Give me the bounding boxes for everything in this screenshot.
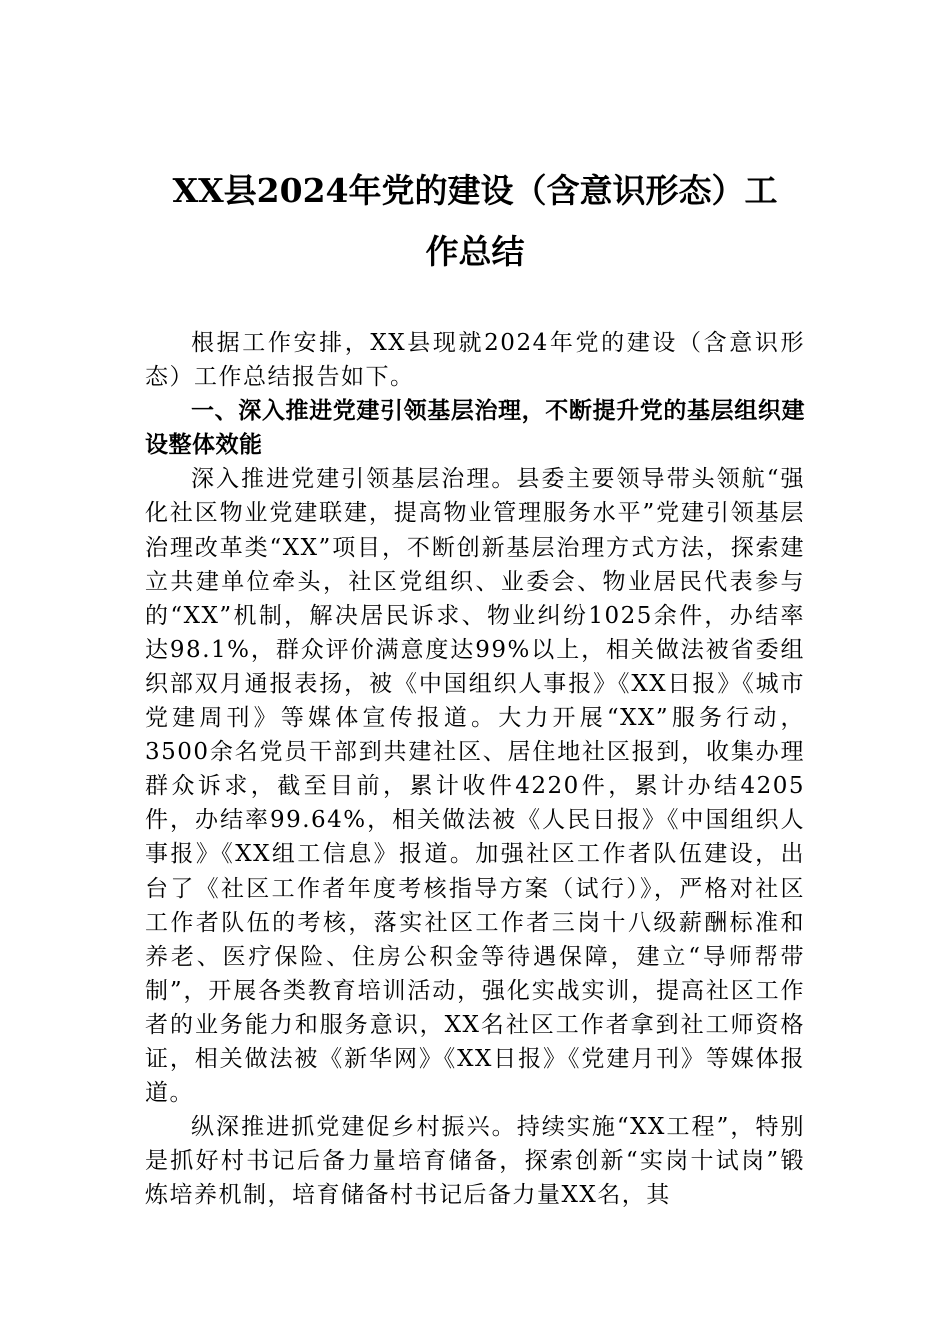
body-paragraph: 纵深推进抓党建促乡村振兴。持续实施“XX工程”，特别是抓好村书记后备力量培育储备，探索创新“实岗十试岗”锻炼培养机制，培育储备村书记后备力量XX名，其 <box>145 1114 805 1209</box>
document-body <box>145 326 805 1212</box>
intro-paragraph: 根据工作安排，XX县现就2024年党的建设（含意识形态）工作总结报告如下。 <box>145 330 805 391</box>
title-line-2: 作总结 <box>425 232 525 271</box>
body-paragraph: 深入推进党建引领基层治理。县委主要领导带头领航“强化社区物业党建联建，提高物业管理服务水平”党建引领基层治理改革类“XX”项目，不断创新基层治理方式方法，探索建立共建单位牵头，社区党组织、业委会、物业居民代表参与的“XX”机制，解决居民诉求、物业纠纷1025余件，办结率达98.1%，群众评价满意度达99%以上，相关做法被省委组织部双月通报表扬，被《中国组织人事报》《XX日报》《城市党建周刊》等媒体宣传报道。大力开展“XX”服务行动，3500余名党员干部到共建社区、居住地社区报到，收集办理群众诉求，截至目前，累计收件4220件，累计办结4205件，办结率99.64%，相关做法被《人民日报》《中国组织人事报》《XX组工信息》报道。加强社区工作者队伍建设，出台了《社区工作者年度考核指导方案（试行）》，严格对社区工作者队伍的考核，落实社区工作者三岗十八级薪酬标准和养老、医疗保险、住房公积金等待遇保障，建立“导师帮带制”，开展各类教育培训活动，强化实战实训，提高社区工作者的业务能力和服务意识，XX名社区工作者拿到社工师资格证，相关做法被《新华网》《XX日报》《党建月刊》等媒体报道。 <box>145 466 805 1107</box>
section-heading-1: 一、深入推进党建引领基层治理，不断提升党的基层组织建设整体效能 <box>145 398 805 459</box>
document-title <box>140 160 810 282</box>
title-line-1: XX县2024年党的建设（含意识形态）工 <box>172 171 778 210</box>
